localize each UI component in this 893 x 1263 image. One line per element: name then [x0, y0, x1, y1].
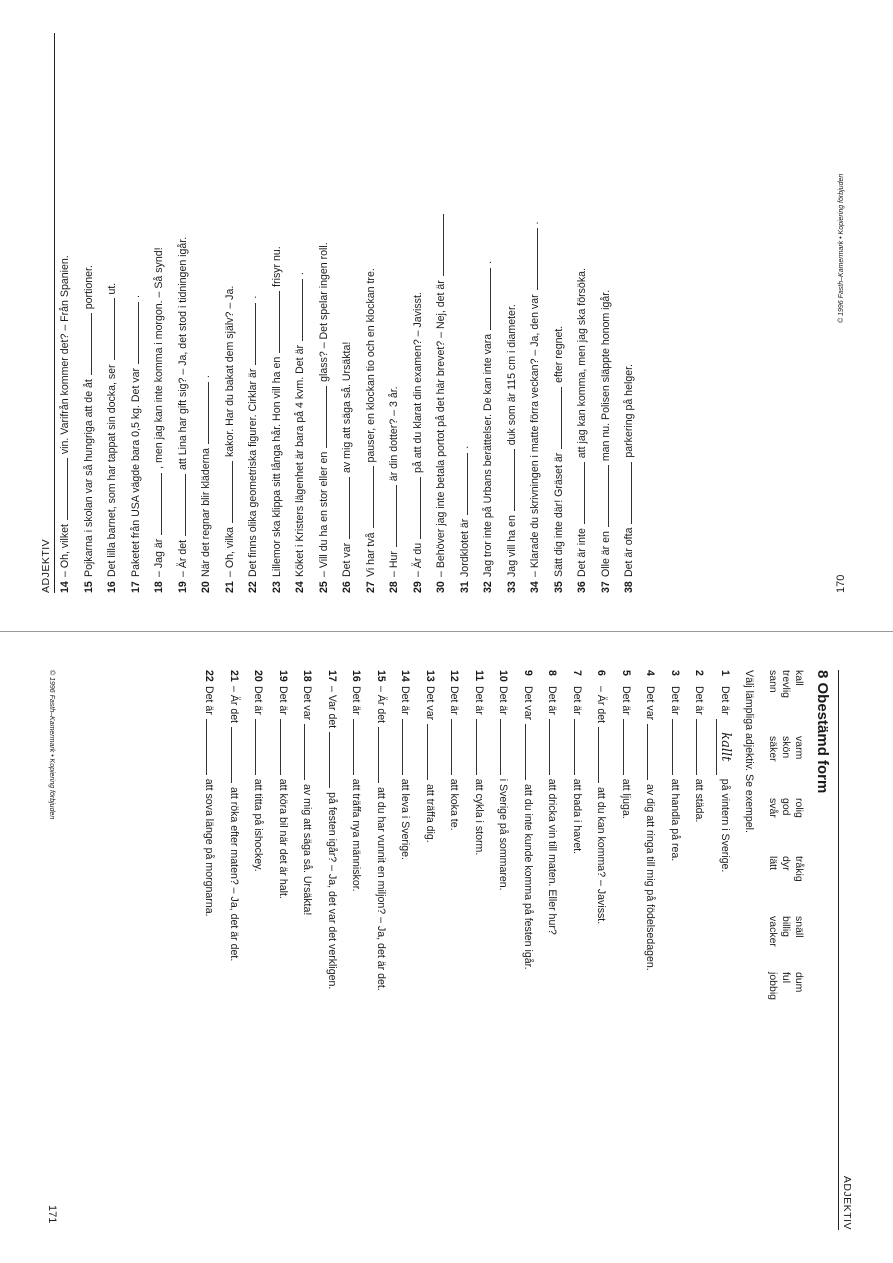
item-text-before: Det var — [341, 539, 353, 577]
exercise-item — [80, 213, 104, 593]
answer-blank[interactable] — [315, 386, 327, 448]
item-number: 25 — [317, 581, 330, 593]
adjective-word-bank — [767, 670, 805, 1022]
item-number: 13 — [424, 670, 436, 682]
item-text-after: . — [129, 295, 142, 301]
item-number: 11 — [473, 670, 485, 682]
item-number: 38 — [623, 581, 635, 593]
answer-blank[interactable] — [268, 291, 280, 353]
item-number: 23 — [270, 581, 283, 593]
answer-blank[interactable] — [207, 719, 219, 775]
item-text-after: , men jag kan inte komma i morgon. – Så synd! — [153, 247, 165, 472]
left-page — [0, 0, 893, 631]
answer-blank[interactable] — [648, 724, 660, 780]
exercise-item — [244, 213, 268, 593]
answer-blank[interactable] — [620, 462, 632, 524]
item-text-after: på festen igår? – Ja, det var det verkligen. — [326, 789, 338, 990]
right-exercise-list — [194, 670, 733, 991]
item-number: 26 — [341, 581, 353, 593]
item-number: 36 — [576, 581, 588, 593]
item-text-before: Det är — [497, 686, 510, 718]
answer-blank[interactable] — [409, 477, 421, 539]
answer-blank[interactable] — [378, 727, 390, 783]
exercise-item — [103, 213, 127, 593]
exercise-item — [537, 670, 562, 991]
word-bank-item: billig — [780, 916, 792, 938]
answer-blank[interactable] — [597, 465, 609, 527]
item-number: 34 — [529, 581, 541, 593]
item-text-after: pauser, en klockan tio och en klockan tre. — [364, 268, 377, 466]
exercise-item — [635, 670, 660, 991]
exercise-item — [526, 213, 550, 593]
exercise-item — [221, 213, 245, 593]
exercise-item — [488, 670, 513, 991]
answer-blank[interactable] — [599, 727, 611, 783]
item-text-after: att dricka vin till maten. Eller hur? — [546, 775, 559, 935]
left-exercise-list — [56, 213, 644, 593]
item-text-after: att cykla i storm. — [473, 775, 485, 856]
item-text-before: Det är ofta — [623, 524, 635, 577]
left-page-header: ADJEKTIV — [40, 33, 55, 593]
exercise-item — [341, 670, 366, 991]
exercise-item — [243, 670, 268, 991]
item-text-before: Det är — [719, 686, 731, 718]
item-text-after: efter regnet. — [552, 325, 565, 386]
item-number: 22 — [203, 670, 216, 682]
item-text-after: av mig att säga så. Ursäkta! — [301, 781, 314, 916]
word-bank-item: rolig — [793, 798, 805, 818]
item-text-after: att leva i Sverige. — [399, 775, 412, 860]
exercise-item — [268, 213, 292, 593]
item-text-before: – Behöver jag inte betala portot på det här brevet? – Nej, det är — [435, 277, 447, 577]
item-text-before: – Hur — [388, 548, 400, 577]
exercise-item — [366, 670, 391, 991]
item-text-after: av dig att ringa till mig på födelsedagen. — [644, 781, 657, 971]
answer-blank[interactable] — [503, 449, 515, 511]
answer-blank[interactable] — [427, 724, 439, 780]
exercise-item — [174, 213, 198, 593]
answer-blank[interactable] — [354, 719, 366, 775]
item-text-before: – Är det — [176, 536, 189, 577]
item-number: 33 — [505, 581, 518, 593]
item-text-after: att städa. — [693, 775, 706, 823]
item-text-before: Det är — [399, 686, 412, 718]
answer-blank[interactable] — [338, 477, 350, 539]
answer-blank[interactable] — [403, 719, 415, 775]
exercise-item — [317, 670, 342, 991]
exercise-item — [503, 213, 527, 593]
exercise-item — [611, 670, 636, 991]
answer-blank[interactable] — [456, 453, 468, 515]
answer-blank[interactable] — [476, 719, 488, 775]
item-number: 30 — [435, 581, 447, 593]
answer-blank[interactable] — [525, 724, 537, 780]
item-text-before: Paketet från USA vägde bara 0,5 kg. Det var — [129, 365, 142, 577]
item-text-before: Olle är en — [599, 528, 612, 577]
answer-blank[interactable] — [550, 719, 562, 775]
item-text-before: Det är — [669, 686, 681, 718]
exercise-item — [197, 213, 221, 593]
exercise-item — [562, 670, 587, 991]
answer-blank[interactable] — [329, 732, 341, 788]
answer-blank[interactable] — [56, 458, 68, 520]
item-number: 15 — [82, 581, 95, 593]
word-bank-item: skön — [780, 736, 792, 759]
item-number: 21 — [228, 670, 240, 682]
item-number: 12 — [448, 670, 461, 682]
word-bank-item: ful — [780, 972, 792, 984]
exercise-item — [597, 213, 621, 593]
answer-blank[interactable] — [103, 298, 115, 360]
item-text-before: Jag vill ha en — [505, 512, 518, 577]
right-copyright: © 1996 Fasth–Kamermark • Kopiering förbjuden — [48, 670, 55, 820]
item-text-after: glass? – Det spelar ingen roll. — [317, 242, 330, 385]
item-number: 17 — [326, 670, 338, 682]
item-number: 14 — [399, 670, 412, 682]
item-text-after: att Lina har gift sig? – Ja, det stod i tidningen igår. — [176, 236, 189, 473]
answer-blank[interactable] — [221, 461, 233, 523]
answer-blank[interactable] — [550, 387, 562, 449]
answer-blank[interactable] — [197, 382, 209, 444]
answer-blank[interactable] — [174, 474, 186, 536]
item-text-after: . — [482, 260, 494, 267]
item-number: 37 — [599, 581, 612, 593]
item-text-after: kakor. Har du bakat dem själv? – Ja. — [223, 285, 236, 460]
item-number: 28 — [388, 581, 400, 593]
item-text-before: Köket i Kristers lägenhet är bara på 4 kvm. Det är — [294, 342, 306, 577]
item-text-before: Det är — [473, 686, 485, 718]
exercise-item — [439, 670, 464, 991]
item-number: 32 — [482, 581, 494, 593]
item-text-before: Vi har två — [364, 529, 377, 577]
answer-blank[interactable] — [244, 303, 256, 365]
item-number: 27 — [364, 581, 377, 593]
word-bank-item: svår — [767, 798, 779, 818]
item-text-before: Det är — [571, 686, 583, 718]
item-text-before: Det är — [620, 686, 632, 718]
item-text-before: När det regnar blir kläderna — [200, 445, 212, 577]
item-text-after: i Sverige på sommaren. — [497, 775, 510, 891]
word-bank-item: dum — [793, 972, 805, 993]
item-text-after: att träffa dig. — [424, 781, 436, 843]
exercise-item — [513, 670, 538, 991]
answer-blank[interactable] — [385, 485, 397, 547]
answer-blank[interactable] — [305, 724, 317, 780]
item-number: 2 — [693, 670, 706, 676]
exercise-item — [219, 670, 244, 991]
exercise-item — [415, 670, 440, 991]
item-text-after: . — [294, 272, 306, 279]
exercise-item — [150, 213, 174, 593]
item-text-after: att koka te. — [448, 775, 461, 831]
item-text-before: – Är du — [411, 539, 424, 577]
item-number: 15 — [375, 670, 387, 682]
item-text-before: Det var — [301, 686, 314, 724]
item-text-after: att sova länge på morgnarna. — [203, 775, 216, 917]
word-bank-item: snäll — [793, 916, 805, 938]
item-text-after: ut. — [106, 282, 118, 298]
item-text-before: Det är — [203, 686, 216, 718]
exercise-item — [620, 213, 644, 593]
item-text-after: parkering på helger. — [623, 364, 635, 461]
exercise-item — [268, 670, 293, 991]
exercise-item — [315, 213, 339, 593]
item-text-before: Det är — [546, 686, 559, 718]
item-text-after: frisyr nu. — [270, 246, 283, 290]
item-text-after: portioner. — [82, 265, 95, 313]
word-bank-item: vacker — [767, 916, 779, 947]
item-text-before: – Oh, vilka — [223, 524, 236, 577]
item-number: 29 — [411, 581, 424, 593]
item-number: 19 — [176, 581, 189, 593]
item-text-before: Jordklotet är — [458, 515, 471, 577]
word-bank-item: trevlig — [780, 670, 792, 699]
item-text-before: Det är — [350, 686, 363, 718]
answer-blank[interactable] — [574, 719, 586, 775]
item-number: 18 — [153, 581, 165, 593]
item-text-after: att köra bil när det är halt. — [277, 775, 289, 899]
item-text-before: Sätt dig inte där! Gräset är — [552, 449, 565, 577]
answer-blank[interactable] — [231, 727, 243, 783]
item-text-before: Det var — [644, 686, 657, 724]
item-number: 5 — [620, 670, 632, 676]
word-bank-item: god — [780, 798, 792, 816]
item-number: 8 — [546, 670, 559, 676]
answer-blank[interactable] — [127, 302, 139, 364]
item-text-after: att ljuga. — [620, 775, 632, 819]
item-number: 17 — [129, 581, 142, 593]
right-page — [0, 632, 893, 1263]
item-text-after: vin. Varifrån kommer det? – Från Spanien. — [59, 255, 71, 458]
exercise-item — [464, 670, 489, 991]
item-text-after: att jag kan komma, men jag ska försöka. — [576, 268, 588, 462]
item-number: 4 — [644, 670, 657, 676]
answer-blank[interactable] — [623, 719, 635, 775]
item-text-before: Det är — [693, 686, 706, 718]
item-text-before: Det var — [522, 686, 534, 724]
exercise-item — [479, 213, 503, 593]
exercise-item — [573, 213, 597, 593]
exercise-item — [194, 670, 219, 991]
item-text-after: på vintern i Sverige. — [719, 775, 731, 873]
left-page-number: 170 — [835, 574, 847, 593]
item-number: 20 — [200, 581, 212, 593]
item-text-before: Det är — [252, 686, 265, 718]
item-text-after: att du inte kunde komma på festen igår. — [522, 781, 534, 970]
item-number: 7 — [571, 670, 583, 676]
item-text-after: . — [200, 375, 212, 382]
item-text-before: – Jag är — [153, 535, 165, 577]
item-number: 35 — [552, 581, 565, 593]
answer-blank[interactable] — [716, 719, 733, 775]
exercise-item — [409, 213, 433, 593]
exercise-item — [432, 213, 456, 593]
item-number: 20 — [252, 670, 265, 682]
item-number: 31 — [458, 581, 471, 593]
answer-blank[interactable] — [256, 719, 268, 775]
item-text-before: – Är det — [375, 686, 387, 727]
example-answer: kallt — [718, 732, 733, 762]
item-number: 24 — [294, 581, 306, 593]
item-text-after: av mig att säga så. Ursäkta! — [341, 341, 353, 476]
answer-blank[interactable] — [501, 719, 513, 775]
exercise-item — [550, 213, 574, 593]
item-number: 16 — [106, 581, 118, 593]
item-text-after: på att du klarat din examen? – Javisst. — [411, 292, 424, 476]
item-text-before: Det är inte — [576, 525, 588, 577]
answer-blank[interactable] — [697, 719, 709, 775]
item-text-after: duk som är 115 cm i diameter. — [505, 304, 518, 449]
answer-blank[interactable] — [526, 228, 538, 290]
left-copyright: © 1996 Fasth–Kamermark • Kopiering förbjuden — [838, 173, 845, 323]
word-bank-item: kall — [793, 670, 805, 686]
exercise-item — [56, 213, 80, 593]
word-bank-item: jobbig — [767, 972, 779, 1001]
item-text-after: . — [458, 445, 471, 452]
item-number: 6 — [595, 670, 608, 676]
word-bank-item: lätt — [767, 856, 779, 871]
item-text-after: . — [529, 221, 541, 228]
answer-blank[interactable] — [479, 268, 491, 330]
item-text-before: Det finns olika geometriska figurer. Cirklar är — [247, 365, 259, 577]
answer-blank[interactable] — [672, 719, 684, 775]
item-number: 18 — [301, 670, 314, 682]
answer-blank[interactable] — [291, 279, 303, 341]
word-bank-item: dyr — [780, 856, 792, 871]
item-text-after: man nu. Polisen släppte honom igår. — [599, 289, 612, 465]
word-bank-item: varm — [793, 736, 805, 760]
item-text-after: att träffa nya människor. — [350, 775, 363, 892]
answer-blank[interactable] — [80, 313, 92, 375]
word-bank-item: tråkig — [793, 856, 805, 882]
item-number: 22 — [247, 581, 259, 593]
item-text-before: – Oh, vilket — [59, 521, 71, 577]
item-number: 19 — [277, 670, 289, 682]
item-text-before: Lillemor ska klippa sitt långa hår. Hon vill ha en — [270, 353, 283, 577]
item-text-before: Pojkarna i skolan var så hungriga att de åt — [82, 376, 95, 577]
exercise-item — [709, 670, 734, 991]
exercise-item — [291, 213, 315, 593]
item-number: 9 — [522, 670, 534, 676]
item-text-before: – Klarade du skrivningen i matte förra veckan? – Ja, den var — [529, 291, 541, 577]
item-text-before: – Är det — [228, 686, 240, 727]
item-number: 10 — [497, 670, 510, 682]
item-text-before: Jag tror inte på Urbans berättelser. De kan inte vara — [482, 330, 494, 577]
item-text-before: – Var det — [326, 686, 338, 732]
item-text-after: att du kan komma? – Javisst. — [595, 784, 608, 925]
exercise-item — [660, 670, 685, 991]
exercise-item — [385, 213, 409, 593]
item-text-before: Det lilla barnet, som har tappat sin docka, ser — [106, 361, 118, 577]
item-text-after: att bada i havet. — [571, 775, 583, 855]
exercise-item — [362, 213, 386, 593]
item-text-before: Det var — [424, 686, 436, 724]
right-page-header: ADJEKTIV — [838, 670, 853, 1230]
exercise-item — [338, 213, 362, 593]
item-number: 1 — [719, 670, 731, 676]
item-text-after: att titta på ishockey. — [252, 775, 265, 872]
answer-blank[interactable] — [432, 214, 444, 276]
item-number: 14 — [59, 581, 71, 593]
answer-blank[interactable] — [452, 719, 464, 775]
item-text-before: – Vill du ha en stor eller en — [317, 448, 330, 577]
item-number: 16 — [350, 670, 363, 682]
exercise-item — [456, 213, 480, 593]
exercise-title: 8 Obestämd form — [814, 670, 831, 794]
exercise-item — [292, 670, 317, 991]
item-text-after: att röka efter maten? – Ja, det är det. — [228, 784, 240, 962]
answer-blank[interactable] — [150, 473, 162, 535]
item-text-before: Det är — [448, 686, 461, 718]
item-text-after: . — [247, 295, 259, 302]
exercise-item — [684, 670, 709, 991]
exercise-item — [127, 213, 151, 593]
item-number: 21 — [223, 581, 236, 593]
answer-blank[interactable] — [362, 466, 374, 528]
item-text-before: – Är det — [595, 686, 608, 727]
word-bank-item: säker — [767, 736, 779, 762]
item-number: 3 — [669, 670, 681, 676]
instruction-text: Välj lämpliga adjektiv. Se exempel. — [743, 670, 755, 833]
answer-blank[interactable] — [280, 719, 292, 775]
item-text-before: Det är — [277, 686, 289, 718]
item-text-after: att du har vunnit en miljon? – Ja, det är det. — [375, 784, 387, 991]
answer-blank[interactable] — [573, 462, 585, 524]
right-page-number: 171 — [46, 1205, 58, 1224]
exercise-item — [390, 670, 415, 991]
item-text-after: är din dotter? – 3 år. — [388, 386, 400, 485]
exercise-item — [586, 670, 611, 991]
item-text-after: att handla på rea. — [669, 775, 681, 862]
word-bank-item: sann — [767, 670, 779, 693]
